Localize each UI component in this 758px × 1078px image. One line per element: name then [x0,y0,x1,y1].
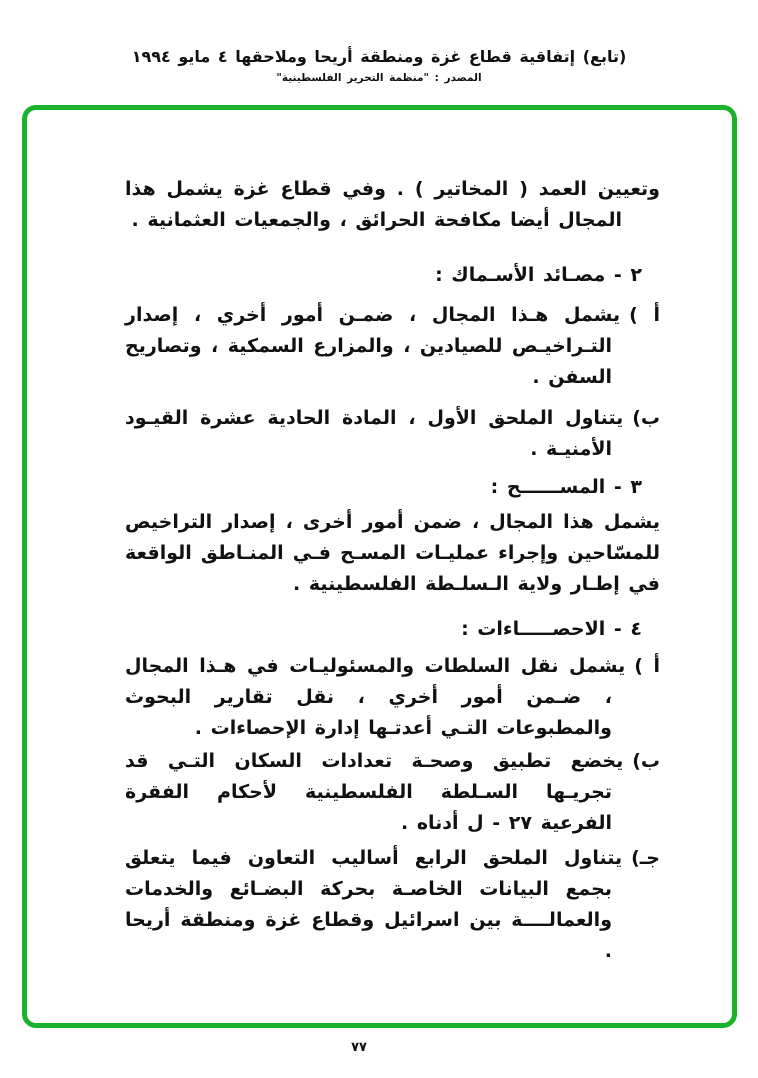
header-source: المصدر : "منظمة التحرير الفلسطينية" [276,72,482,84]
paragraph-intro: وتعيين العمد ( المخاتير ) . وفي قطاع غزة يشمل هذا المجال أيضا مكافحة الحرائق ، والجمعيات العثمانية . [125,178,660,231]
page-number: ٧٧ [351,1040,367,1055]
list-item [125,507,660,600]
item-marker: ب) [632,750,660,772]
list-item [125,403,660,465]
item-text: يشمل هـذا المجال ، ضمـن أمور أخري ، إصدار التـراخيـص للصيادين ، والمزارع السمكية ، وتصاريح السفن . [125,304,621,388]
list-item [125,651,660,744]
item-marker: جـ) [631,847,660,869]
item-text: يشمل هذا المجال ، ضمن أمور أخرى ، إصدار التراخيص للمسّاحين وإجراء عمليـات المسـح فـي المنـاطق الواقعة في إطـار ولاية الـسلـطة الفلسطينية . [125,511,660,595]
item-marker: ب) [632,407,660,429]
section-heading-fisheries: ٢ - مصـائد الأسـماك : [435,264,642,286]
item-text: يتناول الملحق الرابع أساليب التعاون فيما يتعلق بجمع البيانات الخاصـة بحركة البضـائع والخدمات والعمالــــة بين اسرائيل وقطاع غزة ومنطقة أريحا . [125,847,623,962]
section-heading-statistics: ٤ - الاحصـــــاءات : [461,618,642,640]
list-item [125,843,660,967]
document-body [27,174,732,967]
header-title: (تابع) إتفاقية قطاع غزة ومنطقة أريحا وملاحقها ٤ مايو ١٩٩٤ [131,47,627,66]
item-marker: أ ) [634,655,660,677]
item-text: يتناول الملحق الأول ، المادة الحادية عشرة القيـود الأمنيـة . [125,407,624,460]
list-item [125,300,660,393]
item-text: يخضع تطبيق وصحـة تعدادات السكان التـي قد تجريـها السـلطة الفلسطينية لأحكام الفقرة الفرعية ٢٧ - ل أدناه . [125,750,624,834]
section-heading-survey: ٣ - المســــــح : [490,476,642,498]
item-text: يشمل نقل السلطات والمسئوليـات في هـذا المجال ، ضـمن أمور أخري ، نقل تقارير البحوث والمطبوعات التـي أعدتـها إدارة الإحصاءات . [125,655,626,739]
document-header [0,46,758,84]
list-item [125,746,660,839]
green-border-frame [22,105,737,1028]
item-marker: أ ) [629,304,660,326]
